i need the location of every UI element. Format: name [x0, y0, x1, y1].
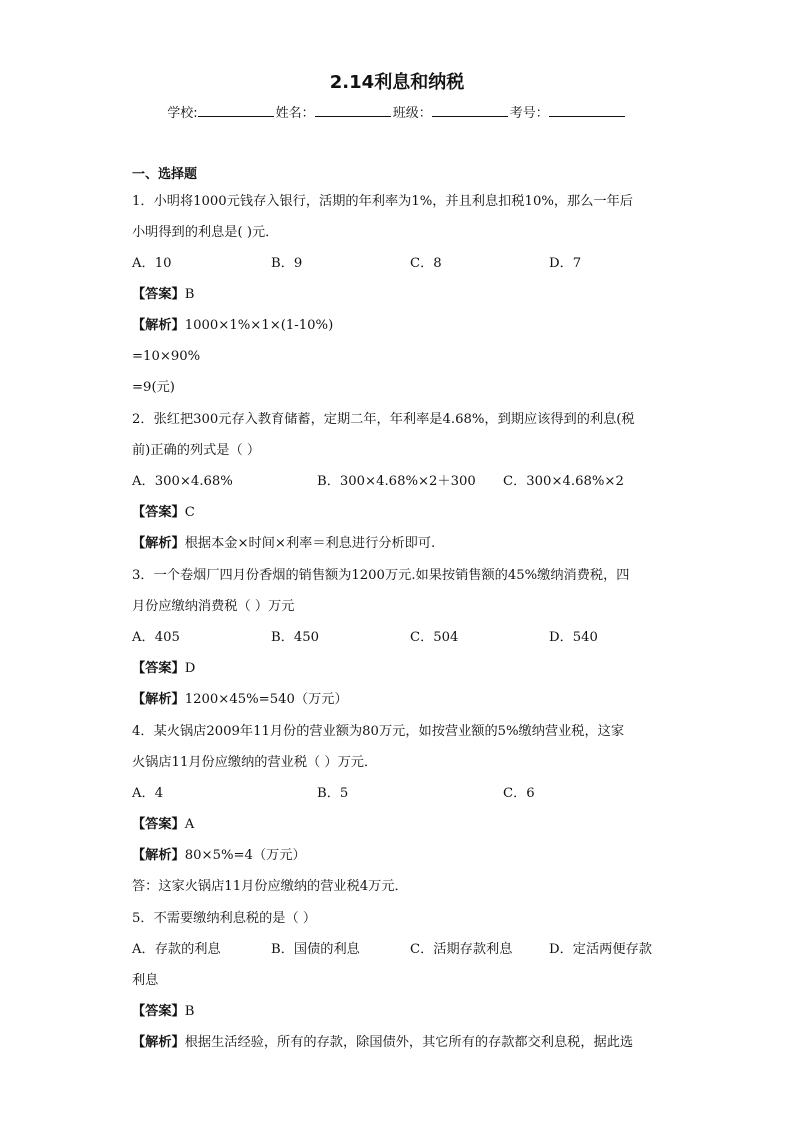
option-a: A．300×4.68%	[132, 474, 233, 489]
student-info-row	[0, 102, 794, 121]
number-blank	[549, 102, 625, 117]
question-2-answer	[132, 504, 672, 522]
option-c: C．300×4.68%×2	[503, 474, 624, 489]
answer-tag: 【答案】	[132, 817, 185, 832]
question-1-stem-line1: 1．小明将1000元钱存入银行，活期的年利率为1%，并且利息扣税10%，那么一年后	[132, 194, 633, 209]
section-heading: 一、选择题	[132, 167, 198, 182]
question-1-answer	[132, 286, 672, 304]
option-a: A．10	[132, 256, 172, 271]
answer-value: A	[184, 817, 195, 832]
question-4-analysis	[132, 847, 672, 865]
question-3-answer	[132, 660, 672, 678]
option-a: A．405	[132, 630, 180, 645]
analysis-text: 根据生活经验，所有的存款，除国债外，其它所有的存款都交利息税，据此选	[184, 1035, 634, 1050]
page-title: 2.14利息和纳税	[329, 72, 465, 93]
question-5-stem-line1: 5．不需要缴纳利息税的是（ ）	[132, 911, 317, 926]
class-label: 班级：	[392, 106, 432, 121]
name-label: 姓名：	[275, 106, 315, 121]
analysis-text: 1000×1%×1×(1-10%)	[184, 318, 334, 333]
answer-value: B	[184, 287, 195, 302]
analysis-tag: 【解析】	[132, 318, 185, 333]
question-3-analysis	[132, 691, 672, 709]
answer-value: D	[184, 661, 196, 676]
answer-value: B	[184, 1004, 195, 1019]
option-a: A．存款的利息	[132, 942, 221, 957]
option-c: C．6	[503, 786, 535, 801]
question-5-options-cont: 利息	[132, 973, 159, 988]
option-a: A．4	[132, 786, 164, 801]
analysis-tag: 【解析】	[132, 692, 185, 707]
answer-tag: 【答案】	[132, 287, 185, 302]
question-1-analysis-line3: =9(元)	[132, 380, 175, 395]
school-label: 学校:	[167, 106, 198, 121]
analysis-tag: 【解析】	[132, 536, 185, 551]
option-c: C．活期存款利息	[410, 942, 513, 957]
option-d: D．540	[549, 630, 598, 645]
question-4-answer	[132, 816, 672, 834]
question-2-stem-line2: 前)正确的列式是（ ）	[132, 443, 261, 458]
option-b: B．9	[271, 256, 303, 271]
number-label: 考号：	[509, 106, 549, 121]
analysis-text: 1200×45%=540（万元）	[184, 692, 348, 707]
question-1-stem-line2: 小明得到的利息是( )元．	[132, 225, 279, 240]
option-d: D．定活两便存款	[549, 942, 652, 957]
analysis-tag: 【解析】	[132, 848, 185, 863]
class-blank	[432, 102, 508, 117]
analysis-text: 根据本金×时间×利率＝利息进行分析即可.	[184, 536, 436, 551]
question-1-analysis-line2: =10×90%	[132, 349, 201, 364]
analysis-tag: 【解析】	[132, 1035, 185, 1050]
answer-tag: 【答案】	[132, 505, 185, 520]
option-b: B．5	[317, 786, 349, 801]
answer-value: C	[184, 505, 195, 520]
question-3-stem-line1: 3．一个卷烟厂四月份香烟的销售额为1200万元.如果按销售额的45%缴纳消费税，四	[132, 568, 630, 583]
analysis-text: 80×5%=4（万元）	[184, 848, 306, 863]
answer-tag: 【答案】	[132, 1004, 185, 1019]
question-2-stem-line1: 2．张红把300元存入教育储蓄，定期二年，年利率是4.68%，到期应该得到的利息(税	[132, 412, 635, 427]
question-3-stem-line2: 月份应缴纳消费税（ ）万元	[132, 599, 295, 614]
option-b: B．450	[271, 630, 320, 645]
question-4-analysis-line2: 答：这家火锅店11月份应缴纳的营业税4万元．	[132, 879, 408, 894]
name-blank	[315, 102, 391, 117]
option-c: C．8	[410, 256, 442, 271]
question-4-stem-line2: 火锅店11月份应缴纳的营业税（ ）万元．	[132, 755, 378, 770]
question-5-answer	[132, 1003, 672, 1021]
question-2-analysis	[132, 535, 672, 553]
question-1-analysis	[132, 317, 672, 335]
option-d: D．7	[549, 256, 582, 271]
option-b: B．300×4.68%×2＋300	[317, 474, 476, 489]
answer-tag: 【答案】	[132, 661, 185, 676]
option-c: C．504	[410, 630, 459, 645]
school-blank	[198, 102, 274, 117]
option-b: B．国债的利息	[271, 942, 360, 957]
question-4-stem-line1: 4．某火锅店2009年11月份的营业额为80万元，如按营业额的5%缴纳营业税，这家	[132, 724, 625, 739]
question-5-analysis	[132, 1034, 672, 1052]
